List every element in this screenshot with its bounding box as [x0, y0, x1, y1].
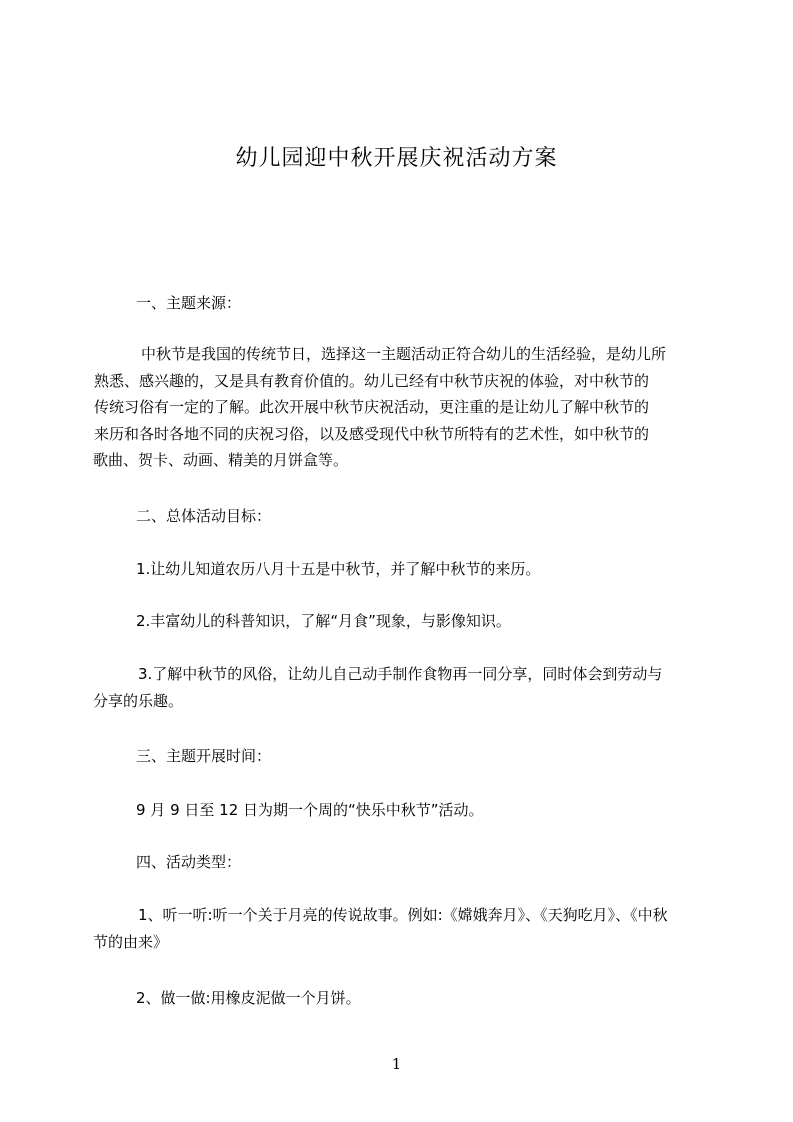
- activity-type-1: [93, 902, 703, 955]
- schedule-text: 9 月 9 日至 12 日为期一个周的“快乐中秋节”活动。: [136, 801, 484, 819]
- section1-line: 来历和各时各地不同的庆祝习俗，以及感受现代中秋节所特有的艺术性，如中秋节的: [94, 424, 650, 443]
- section4-heading: 四、活动类型：: [136, 853, 242, 871]
- section1-line: 歌曲、贺卡、动画、精美的月饼盒等。: [93, 451, 349, 469]
- page-number: 1: [391, 1055, 402, 1073]
- section2-heading: 二、总体活动目标：: [136, 507, 272, 525]
- goal-3-line: 3.了解中秋节的风俗，让幼儿自己动手制作食物再一同分享，同时体会到劳动与: [138, 665, 663, 683]
- activity-type-1-line: 1、听一听:听一个关于月亮的传说故事。例如:《嫦娥奔月》、《天狗吃月》、《中秋: [138, 906, 668, 924]
- activity-type-1-line: 节的由来》: [93, 932, 169, 951]
- section3-heading: 三、主题开展时间：: [136, 747, 272, 765]
- activity-type-2: 2、做一做:用橡皮泥做一个月饼。: [136, 989, 361, 1007]
- goal-1: 1.让幼儿知道农历八月十五是中秋节，并了解中秋节的来历。: [136, 560, 541, 578]
- goal-2: 2.丰富幼儿的科普知识，了解“月食”现象，与影像知识。: [136, 612, 511, 630]
- goal-3-line: 分享的乐趣。: [93, 691, 184, 710]
- document-title: 幼儿园迎中秋开展庆祝活动方案: [235, 146, 558, 171]
- section1-paragraph: [93, 341, 703, 474]
- section1-heading: 一、主题来源：: [136, 294, 242, 312]
- section1-line: 熟悉、感兴趣的，又是具有教育价值的。幼儿已经有中秋节庆祝的体验，对中秋节的: [94, 371, 650, 390]
- section1-line: 中秋节是我国的传统节日，选择这一主题活动正符合幼儿的生活经验，是幼儿所: [141, 345, 667, 363]
- goal-3: [93, 661, 703, 714]
- section1-line: 传统习俗有一定的了解。此次开展中秋节庆祝活动，更注重的是让幼儿了解中秋节的: [94, 398, 650, 416]
